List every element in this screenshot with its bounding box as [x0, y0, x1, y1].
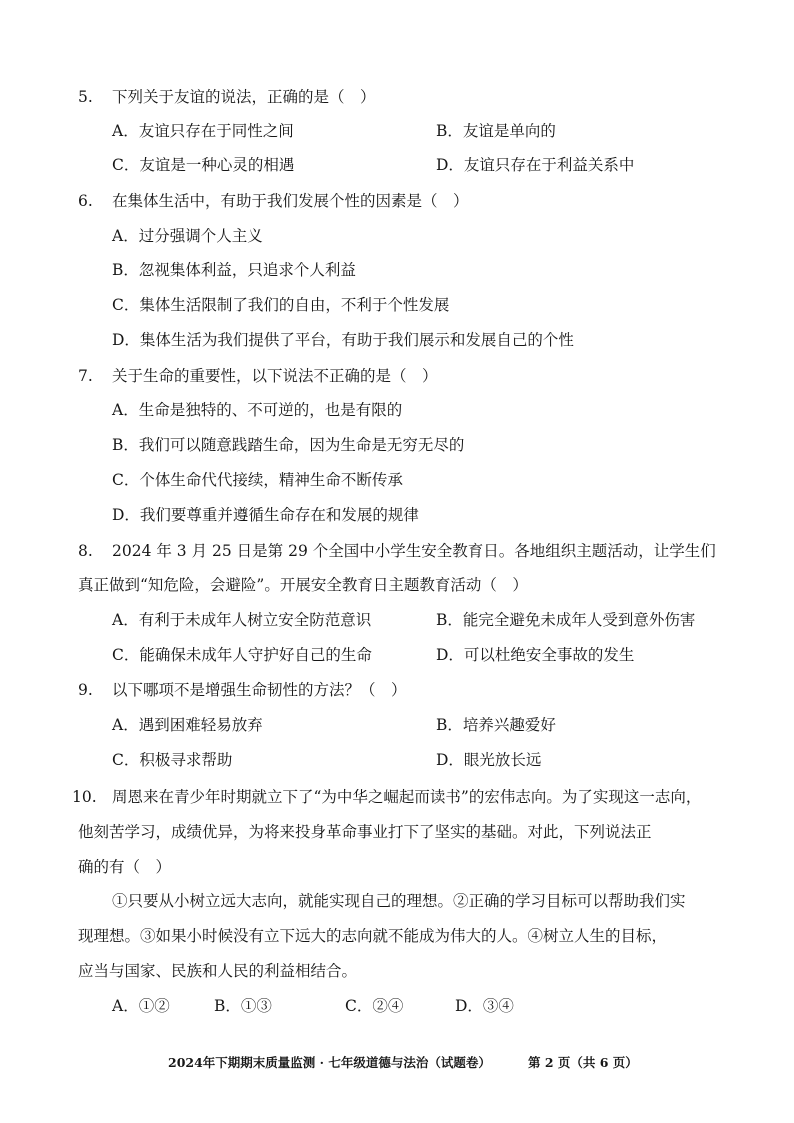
option-b: B．友谊是单向的 [436, 122, 556, 140]
question-number: 5. [78, 88, 93, 106]
option-c: C．个体生命代代接续，精神生命不断传承 [112, 471, 403, 489]
question-number: 6. [78, 192, 93, 210]
option-a: A．友谊只存在于同性之间 [112, 122, 294, 140]
option-c: C．能确保未成年人守护好自己的生命 [112, 646, 372, 664]
option-d: D．集体生活为我们提供了平台，有助于我们展示和发展自己的个性 [112, 331, 574, 349]
question-stem-line-2: 他刻苦学习，成绩优异，为将来投身革命事业打下了坚实的基础。对此，下列说法正 [78, 823, 652, 841]
question-stem-line-1: 周恩来在青少年时期就立下了“为中华之崛起而读书”的宏伟志向。为了实现这一志向， [112, 788, 702, 806]
question-number: 9. [78, 681, 93, 699]
option-c: C．积极寻求帮助 [112, 751, 233, 769]
option-b: B．我们可以随意践踏生命，因为生命是无穷无尽的 [112, 436, 465, 454]
option-c: C．友谊是一种心灵的相遇 [112, 156, 295, 174]
option-b: B．忽视集体利益，只追求个人利益 [112, 261, 356, 279]
question-stem-line-3: 确的有（ ） [78, 858, 172, 876]
option-b: B．培养兴趣爱好 [436, 716, 556, 734]
statement-line-3: 应当与国家、民族和人民的利益相结合。 [78, 962, 358, 980]
option-b: B．能完全避免未成年人受到意外伤害 [436, 611, 696, 629]
statement-line-2: 现理想。③如果小时候没有立下远大的志向就不能成为伟大的人。④树立人生的目标， [78, 927, 668, 945]
option-d: D．我们要尊重并遵循生命存在和发展的规律 [112, 506, 419, 524]
question-stem-line-2: 真正做到“知危险，会避险”。开展安全教育日主题教育活动（ ） [78, 576, 528, 594]
question-stem: 下列关于友谊的说法，正确的是（ ） [112, 88, 376, 106]
option-a: A．①② [112, 997, 170, 1015]
question-stem: 关于生命的重要性，以下说法不正确的是（ ） [112, 367, 438, 385]
option-d: D．友谊只存在于利益关系中 [436, 156, 635, 174]
question-number: 7. [78, 367, 93, 385]
option-a: A．生命是独特的、不可逆的，也是有限的 [112, 401, 403, 419]
question-number: 8. [78, 542, 93, 560]
option-a: A．有利于未成年人树立安全防范意识 [112, 611, 372, 629]
option-c: C．②④ [345, 997, 404, 1015]
question-stem: 以下哪项不是增强生命韧性的方法？（ ） [112, 681, 407, 699]
option-a: A．遇到困难轻易放弃 [112, 716, 263, 734]
page-number: 第 2 页（共 6 页） [528, 1055, 638, 1070]
question-number: 10. [72, 788, 97, 806]
question-stem-line-1: 2024 年 3 月 25 日是第 29 个全国中小学生安全教育日。各地组织主题活动，让学生们 [112, 542, 716, 560]
option-d: D．③④ [455, 997, 514, 1015]
statement-line-1: ①只要从小树立远大志向，就能实现自己的理想。②正确的学习目标可以帮助我们实 [112, 892, 686, 910]
option-a: A．过分强调个人主义 [112, 227, 263, 245]
option-c: C．集体生活限制了我们的自由，不利于个性发展 [112, 296, 450, 314]
option-d: D．眼光放长远 [436, 751, 542, 769]
option-b: B．①③ [214, 997, 272, 1015]
option-d: D．可以杜绝安全事故的发生 [436, 646, 635, 664]
question-stem: 在集体生活中，有助于我们发展个性的因素是（ ） [112, 192, 469, 210]
exam-title: 2024年下期期末质量监测 · 七年级道德与法治（试题卷） [168, 1055, 491, 1070]
